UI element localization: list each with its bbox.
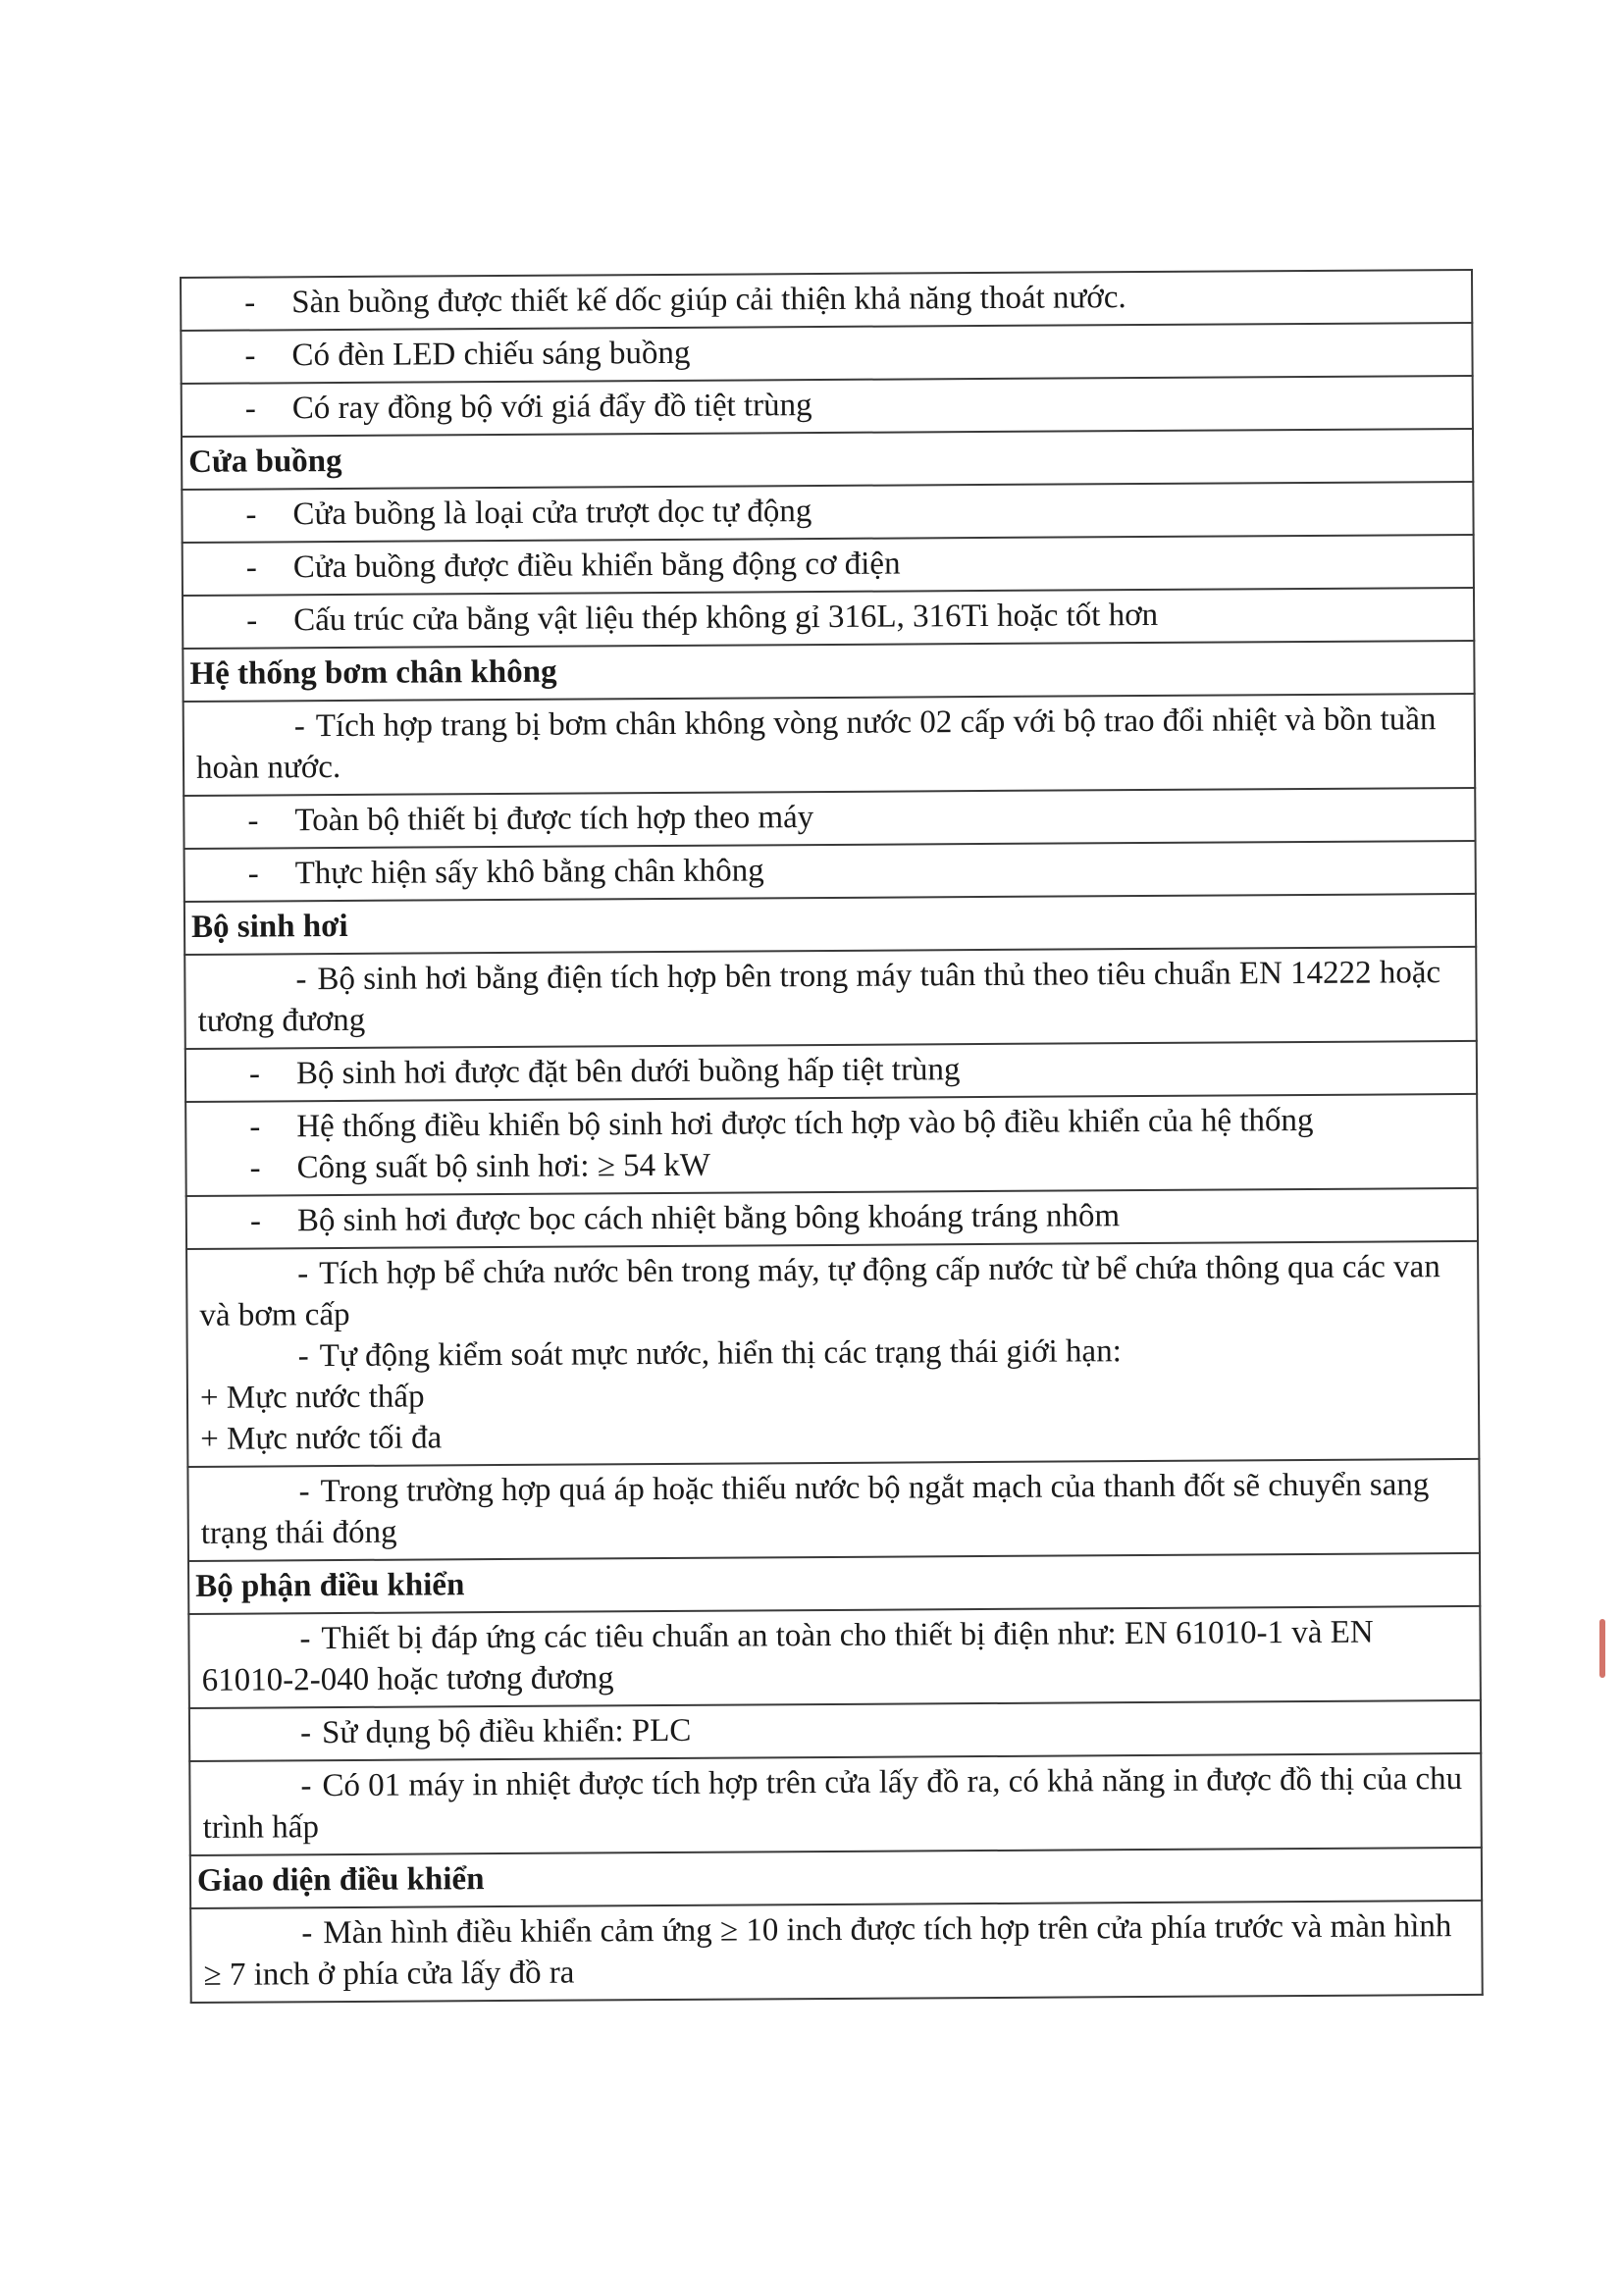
section-heading: Giao diện điều khiển xyxy=(190,1848,1482,1908)
bullet-dash: - xyxy=(244,338,256,374)
section-heading: Hệ thống bơm chân không xyxy=(183,641,1474,702)
table-row xyxy=(186,1188,1478,1249)
spec-item-cell xyxy=(183,588,1474,649)
table-row xyxy=(182,376,1473,437)
bullet-dash: - xyxy=(245,496,257,533)
spec-item-wrapped xyxy=(202,1705,1468,1754)
table-row xyxy=(183,694,1476,796)
spec-item-cell xyxy=(183,694,1476,796)
spec-item-text: Sử dụng bộ điều khiển: PLC xyxy=(321,1712,692,1751)
spec-item-text: Màn hình điều khiển cảm ứng ≥ 10 inch được tích hợp trên cửa phía trước và màn hình ≥ 7 inch ở phía cửa lấy đồ ra xyxy=(203,1908,1452,1993)
spec-item-text: Trong trường hợp quá áp hoặc thiếu nước bộ ngắt mạch của thanh đốt sẽ chuyển sang trạng thái đóng xyxy=(200,1467,1430,1551)
spec-item-cell xyxy=(185,1041,1477,1102)
spec-item-text: Tự động kiểm soát mực nước, hiển thị các trạng thái giới hạn: xyxy=(319,1333,1122,1375)
table-row xyxy=(182,482,1473,543)
spec-item-line xyxy=(198,1140,1464,1189)
section-heading: Bộ phận điều khiển xyxy=(188,1553,1480,1614)
spec-item-cell xyxy=(186,1241,1479,1467)
table-row xyxy=(185,1094,1478,1196)
spec-item-cell xyxy=(184,841,1476,902)
spec-item-cell xyxy=(182,376,1473,437)
table-row xyxy=(184,894,1476,955)
spec-item-text: Thực hiện sấy khô bằng chân không xyxy=(294,853,764,892)
spec-item-wrapped xyxy=(201,1611,1467,1701)
spec-item-cell xyxy=(184,947,1477,1049)
table-row xyxy=(188,1606,1481,1708)
spec-item-cell xyxy=(181,270,1472,331)
spec-item-wrapped xyxy=(197,952,1463,1042)
spec-item-line xyxy=(198,1099,1464,1148)
section-heading: Bộ sinh hơi xyxy=(184,894,1476,955)
spec-item-text: Hệ thống điều khiển bộ sinh hơi được tích hợp vào bộ điều khiển của hệ thống xyxy=(296,1102,1314,1145)
bullet-dash: - xyxy=(297,1256,309,1292)
table-row xyxy=(181,323,1472,384)
table-row xyxy=(187,1459,1480,1561)
spec-item-text: Có 01 máy in nhiệt được tích hợp trên cửa lấy đồ ra, có khả năng in được đồ thị của chu trình hấp xyxy=(202,1761,1463,1846)
bullet-dash: - xyxy=(300,1768,312,1804)
bullet-dash: - xyxy=(247,803,259,839)
bullet-dash: - xyxy=(249,1109,261,1145)
table-row xyxy=(182,429,1473,490)
sub-item-line: + Mực nước thấp xyxy=(199,1379,425,1416)
table-row xyxy=(181,270,1472,331)
bullet-dash: - xyxy=(246,602,258,639)
specification-table xyxy=(180,269,1484,2004)
spec-item-cell xyxy=(188,1606,1481,1708)
bullet-dash: - xyxy=(247,856,259,892)
table-row xyxy=(186,1241,1479,1467)
spec-item-cell xyxy=(182,482,1473,543)
table-row xyxy=(185,1041,1477,1102)
table-row xyxy=(183,641,1474,702)
spec-item-text: Tích hợp bể chứa nước bên trong máy, tự động cấp nước từ bể chứa thông qua các van và bơm cấp xyxy=(199,1249,1440,1333)
spec-item-cell xyxy=(183,535,1474,596)
bullet-dash: - xyxy=(295,962,307,998)
spec-item-text: Cửa buồng được điều khiển bằng động cơ điện xyxy=(292,546,901,586)
bullet-dash: - xyxy=(248,1056,261,1092)
bullet-dash: - xyxy=(297,1338,309,1375)
spec-item-text: Bộ sinh hơi bằng điện tích hợp bên trong máy tuân thủ theo tiêu chuẩn EN 14222 hoặc tương đương xyxy=(197,955,1441,1039)
bullet-dash: - xyxy=(301,1915,313,1952)
bullet-dash: - xyxy=(249,1203,261,1239)
spec-item-text: Toàn bộ thiết bị được tích hợp theo máy xyxy=(294,800,814,839)
spec-item-text: Bộ sinh hơi được bọc cách nhiệt bằng bông khoáng tráng nhôm xyxy=(296,1198,1121,1239)
sub-item-line: + Mực nước tối đa xyxy=(200,1420,443,1457)
spec-item-wrapped xyxy=(200,1464,1466,1554)
spec-item-text: Có đèn LED chiếu sáng buồng xyxy=(291,335,691,374)
spec-item-wrapped xyxy=(202,1758,1468,1849)
spec-item-wrapped xyxy=(203,1905,1469,1996)
spec-item-wrapped xyxy=(196,699,1462,789)
bullet-dash: - xyxy=(298,1474,310,1510)
bullet-dash: - xyxy=(244,285,256,321)
table-row xyxy=(183,535,1474,596)
table-row xyxy=(189,1700,1481,1761)
bullet-dash: - xyxy=(249,1150,261,1186)
spec-item-cell xyxy=(185,1094,1478,1196)
spec-item-text: Công suất bộ sinh hơi: ≥ 54 kW xyxy=(296,1147,711,1186)
spec-item-cell xyxy=(181,323,1472,384)
spec-item-text: Cửa buồng là loại cửa trượt dọc tự động xyxy=(292,494,812,533)
spec-item-text: Thiết bị đáp ứng các tiêu chuẩn an toàn cho thiết bị điện như: EN 61010-1 và EN 61010-2-040 hoặc tương đương xyxy=(201,1614,1374,1698)
spec-item-cell xyxy=(187,1459,1480,1561)
bullet-dash: - xyxy=(299,1715,312,1751)
spec-item-text: Tích hợp trang bị bơm chân không vòng nước 02 cấp với bộ trao đổi nhiệt và bồn tuần hoàn nước. xyxy=(195,702,1437,786)
table-row xyxy=(184,947,1477,1049)
table-row xyxy=(190,1901,1483,2003)
spec-item-cell xyxy=(183,788,1475,849)
table-row xyxy=(183,788,1475,849)
bullet-dash: - xyxy=(245,549,257,586)
table-row xyxy=(190,1848,1482,1908)
spec-item-cell xyxy=(189,1753,1482,1855)
bullet-dash: - xyxy=(244,391,256,427)
spec-item-cell xyxy=(186,1188,1478,1249)
table-row xyxy=(188,1553,1480,1614)
table-row xyxy=(189,1753,1482,1855)
spec-item-text: Cấu trúc cửa bằng vật liệu thép không gỉ 316L, 316Ti hoặc tốt hơn xyxy=(293,597,1159,639)
bullet-dash: - xyxy=(299,1621,311,1657)
spec-item-text: Có ray đồng bộ với giá đẩy đồ tiệt trùng xyxy=(291,388,812,427)
spec-item-cell xyxy=(189,1700,1481,1761)
spec-item-text: Bộ sinh hơi được đặt bên dưới buồng hấp tiệt trùng xyxy=(295,1052,961,1092)
spec-item-text: Sàn buồng được thiết kế dốc giúp cải thiện khả năng thoát nước. xyxy=(291,280,1126,321)
bullet-dash: - xyxy=(293,708,305,745)
specification-table-body xyxy=(181,270,1483,2003)
table-row xyxy=(184,841,1476,902)
margin-pen-mark xyxy=(1599,1619,1605,1678)
spec-item-wrapped xyxy=(199,1246,1465,1336)
spec-item-cell xyxy=(190,1901,1483,2003)
table-row xyxy=(183,588,1474,649)
section-heading: Cửa buồng xyxy=(182,429,1473,490)
